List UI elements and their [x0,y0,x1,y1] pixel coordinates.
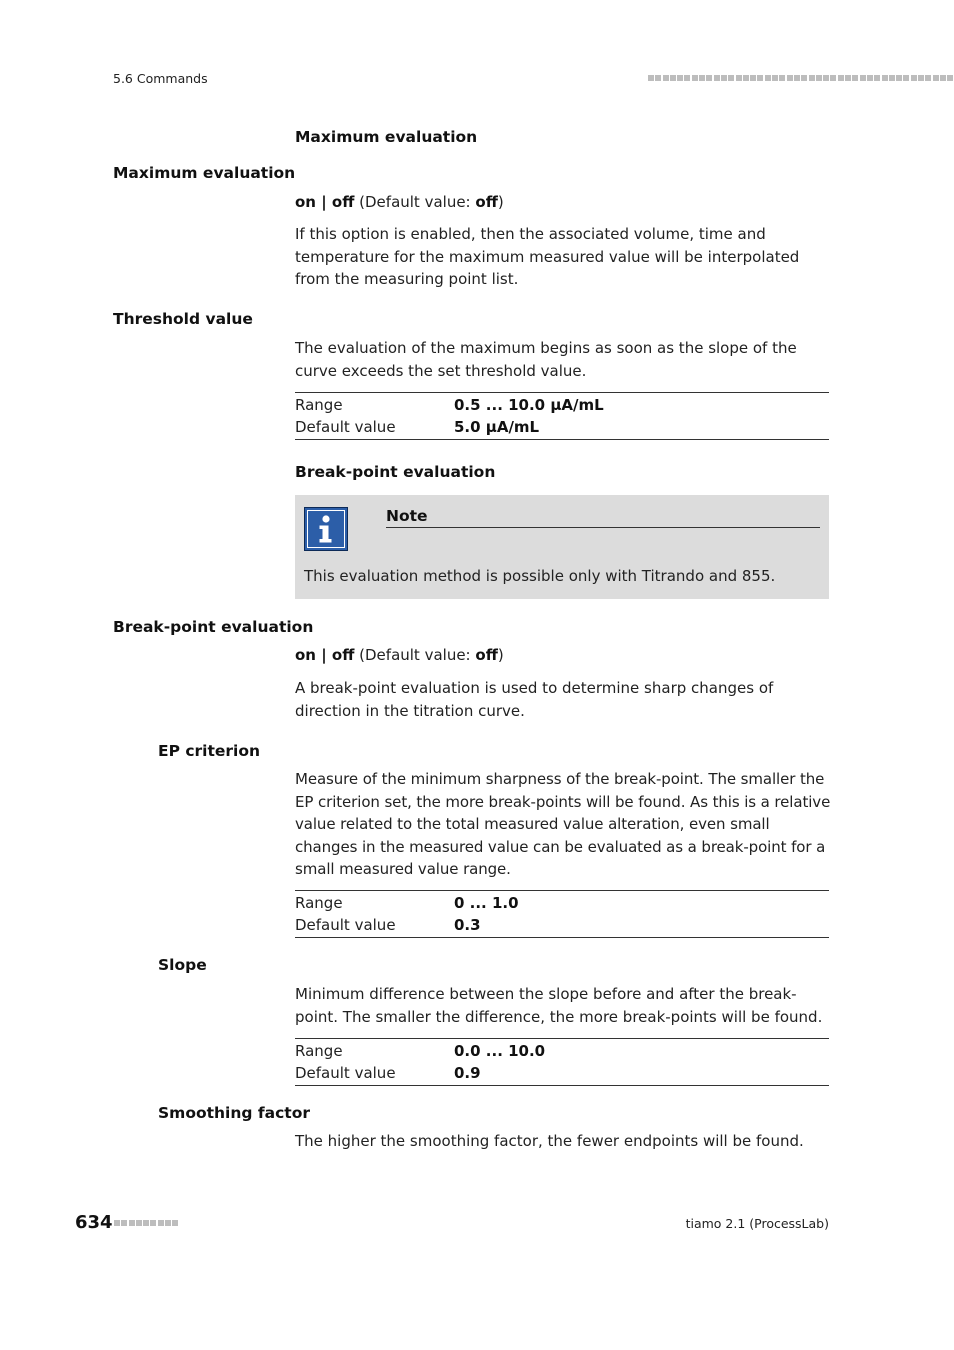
slope-description: Minimum difference between the slope before and after the break-point. The smaller the difference, the more break-points will be found. [295,985,823,1026]
threshold-param-table [295,392,829,440]
table-row [295,914,829,936]
option-off: off [331,646,355,664]
default-label: Default value [295,1064,396,1082]
slope-param-table [295,1038,829,1086]
default-value: 0.3 [454,916,481,934]
default-label: Default value [295,916,396,934]
range-label: Range [295,894,343,912]
default-value: 5.0 µA/mL [454,418,540,436]
bp-eval-options [295,644,831,667]
param-title-break-point-evaluation: Break-point evaluation [113,618,314,636]
param-title-smoothing-factor: Smoothing factor [158,1104,310,1122]
max-eval-description: If this option is enabled, then the associated volume, time and temperature for the maximum measured value will be interpolated from the measuring point list. [295,225,800,289]
header-decorative-squares [648,75,954,81]
bp-eval-description: A break-point evaluation is used to determine sharp changes of direction in the titration curve. [295,679,774,720]
info-icon [304,507,348,551]
option-separator: | [315,193,332,211]
range-label: Range [295,1042,343,1060]
default-suffix: ) [497,646,504,664]
footer-decorative-squares [114,1220,178,1226]
table-row [295,1062,829,1084]
range-value: 0.5 ... 10.0 µA/mL [454,396,604,414]
running-header-section: 5.6 Commands [113,71,208,86]
param-title-slope: Slope [158,956,207,974]
param-title-maximum-evaluation: Maximum evaluation [113,164,296,182]
range-value: 0 ... 1.0 [454,894,519,912]
note-box [295,495,829,599]
note-text: This evaluation method is possible only with Titrando and 855. [304,567,776,585]
max-eval-options [295,191,831,214]
page-number: 634 [75,1212,113,1233]
default-value: off [475,646,498,664]
subheading-break-point-evaluation: Break-point evaluation [295,463,496,481]
table-row [295,394,829,416]
table-row [295,416,829,438]
range-value: 0.0 ... 10.0 [454,1042,546,1060]
subheading-maximum-evaluation: Maximum evaluation [295,128,478,146]
range-label: Range [295,396,343,414]
default-prefix: (Default value: [354,646,476,664]
footer-product: tiamo 2.1 (ProcessLab) [685,1216,829,1231]
default-label: Default value [295,418,396,436]
option-on: on [295,646,316,664]
option-off: off [331,193,355,211]
default-prefix: (Default value: [354,193,476,211]
threshold-description: The evaluation of the maximum begins as soon as the slope of the curve exceeds the set threshold value. [295,339,797,380]
default-suffix: ) [497,193,504,211]
default-value: off [475,193,498,211]
table-row [295,1040,829,1062]
table-row [295,892,829,914]
note-title: Note [386,505,820,528]
param-title-threshold-value: Threshold value [113,310,253,328]
ep-criterion-param-table [295,890,829,938]
option-on: on [295,193,316,211]
smoothing-description: The higher the smoothing factor, the fewer endpoints will be found. [295,1132,804,1150]
default-value: 0.9 [454,1064,481,1082]
ep-criterion-description: Measure of the minimum sharpness of the break-point. The smaller the EP criterion set, the more break-points will be found. As this is a relative value related to the total measured value alteration, even small changes in the measured value can be evaluated as a break-point for a small measured value range. [295,770,831,879]
param-title-ep-criterion: EP criterion [158,742,261,760]
option-separator: | [315,646,332,664]
